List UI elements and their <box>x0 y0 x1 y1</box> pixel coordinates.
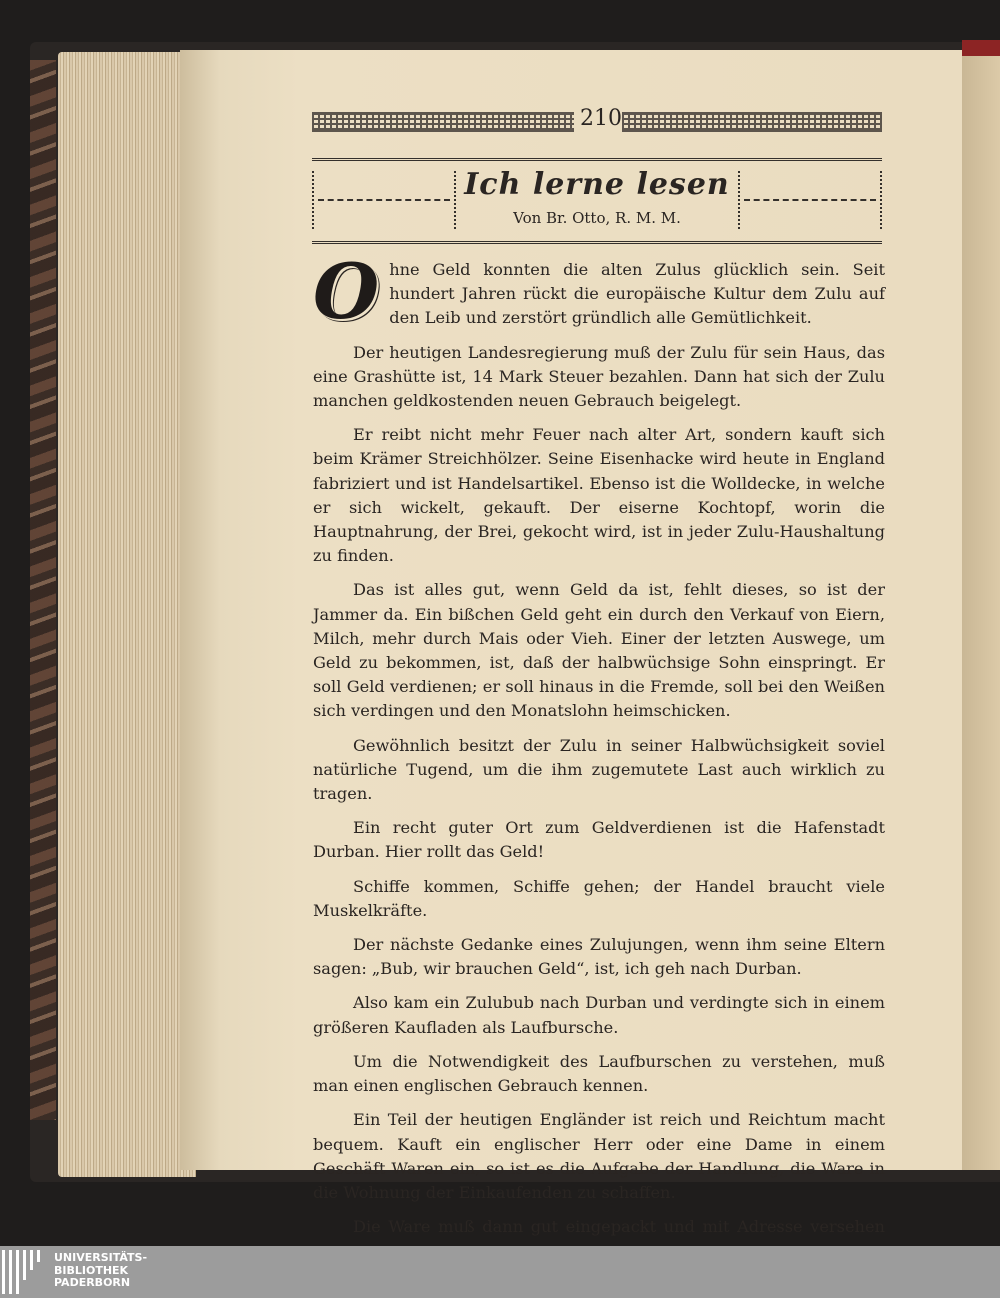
paragraph: Das ist alles gut, wenn Geld da ist, fehlt dieses, so ist der Jammer da. Ein bißchen Geld geht ein durch den Verkauf von Eiern, Milch, mehr durch Mais oder Vieh. Einer der letzten Auswege, um Geld zu bekommen, ist, daß der halbwüchsige Sohn einspringt. Er soll Geld verdienen; er soll hinaus in die Fremde, soll bei den Weißen sich verdingen und den Monatslohn heimschicken. <box>313 580 885 721</box>
article-body <box>313 247 885 1274</box>
paragraph: Ohne Geld konnten die alten Zulus glücklich sein. Seit hundert Jahren rückt die europäische Kultur dem Zulu auf den Leib und zerstört gründlich alle Gemütlichkeit. <box>313 247 885 336</box>
paragraph: Die Ware muß dann gut eingepackt und mit Adresse versehen <box>353 1217 885 1237</box>
paragraph: Gewöhnlich besitzt der Zulu in seiner Halbwüchsigkeit soviel natürliche Tugend, um die ihm zugemutete Last auch wirklich zu tragen. <box>313 735 885 804</box>
page-number: 210 <box>580 106 622 131</box>
ornament-band-right <box>622 112 882 132</box>
frame-ornament-right <box>738 171 882 229</box>
library-footer <box>0 1246 1000 1298</box>
facing-page-edge <box>962 50 1000 1170</box>
paragraph: Um die Notwendigkeit des Laufburschen zu verstehen, muß man einen englischen Gebrauch kennen. <box>313 1051 885 1096</box>
paragraph: Ein Teil der heutigen Engländer ist reich und Reichtum macht bequem. Kauft ein englischer Herr oder eine Dame in einem Geschäft Waren ein, so ist es die Aufgabe der Handlung, die Ware in die Wohnung der Einkaufenden zu schaffen. <box>313 1110 885 1202</box>
paragraph: Ein recht guter Ort zum Geldverdienen ist die Hafenstadt Durban. Hier rollt das Geld! <box>313 818 885 862</box>
paragraph: Der nächste Gedanke eines Zulujungen, wenn ihm seine Eltern sagen: „Bub, wir brauchen Geld“, ist, ich geh nach Durban. <box>313 935 885 979</box>
title-frame <box>312 158 882 244</box>
marbled-cover-edge <box>30 60 56 1120</box>
drop-cap: O <box>313 247 380 336</box>
library-logo-icon <box>2 1250 44 1294</box>
frame-ornament-left <box>312 171 456 229</box>
page-edges <box>58 52 196 1177</box>
paragraph: Also kam ein Zulubub nach Durban und verdingte sich in einem größeren Kaufladen als Laufbursche. <box>313 993 885 1037</box>
running-head <box>312 108 882 132</box>
article-byline: Von Br. Otto, R. M. M. <box>513 209 681 227</box>
library-name: UNIVERSITÄTS- BIBLIOTHEK PADERBORN <box>54 1251 148 1289</box>
ornament-band-left <box>312 112 574 132</box>
paragraph: Er reibt nicht mehr Feuer nach alter Art, sondern kauft sich beim Krämer Streichhölzer. Seine Eisenhacke wird heute in England fabriziert und ist Handelsartikel. Ebenso ist die Wolldecke, in welche er sich wickelt, gekauft. Der eiserne Kochtopf, worin die Hauptnahrung, der Brei, gekocht wird, ist in jeder Zulu-Haushaltung zu finden. <box>313 425 885 566</box>
article-title: Ich lerne lesen <box>464 167 730 202</box>
paragraph: Der heutigen Landesregierung muß der Zulu für sein Haus, das eine Grashütte ist, 14 Mark Steuer bezahlen. Dann hat sich der Zulu manchen geldkostenden neuen Gebrauch beigelegt. <box>313 342 885 411</box>
red-page-edge <box>962 40 1000 56</box>
paragraph: Schiffe kommen, Schiffe gehen; der Handel braucht viele Muskelkräfte. <box>313 876 885 920</box>
